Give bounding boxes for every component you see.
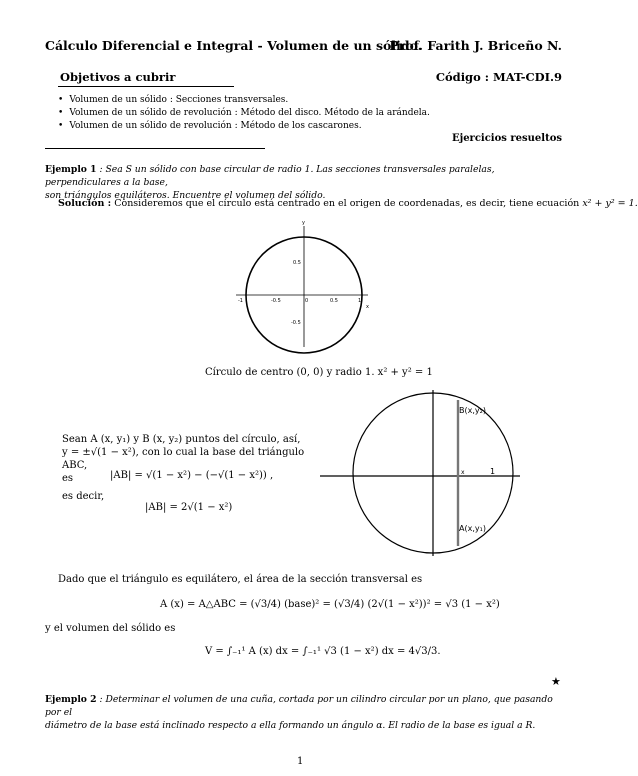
page-number: 1 xyxy=(297,756,304,767)
course-code: Código : MAT-CDI.9 xyxy=(435,70,562,84)
volume-intro-text: y el volumen del sólido es xyxy=(45,623,176,634)
objective-item: • Volumen de un sólido de revolución : Método del disco. Método de la arándela. xyxy=(58,107,430,120)
circle-equation: x² + y² = 1. xyxy=(582,198,638,209)
tick-label: -0.5 xyxy=(271,298,281,304)
ab-length-equation: |AB| = √(1 − x²) − (−√(1 − x²)) , xyxy=(110,470,274,481)
end-of-example-star: ★ xyxy=(551,675,561,688)
objectives-list xyxy=(58,94,430,133)
example1-statement: Ejemplo 1 : Sea S un sólido con base circular de radio 1. Las secciones transversales paralelas, perpendiculares a la base, son triángulos equiláteros. Encuentre el volumen del sólido. xyxy=(45,164,495,201)
radius-label: 1 xyxy=(490,467,496,476)
unit-circle-figure xyxy=(228,212,378,352)
area-equation: A (x) = A△ABC = (√3/4) (base)² = (√3/4) (2√(1 − x²))² = √3 (1 − x²) xyxy=(160,599,500,610)
point-a-label: A(x,y₁) xyxy=(459,524,486,533)
objectives-heading: Objetivos a cubrir xyxy=(60,70,176,84)
tick-label: -0.5 xyxy=(291,320,301,326)
section-divider xyxy=(45,148,265,149)
document-title: Cálculo Diferencial e Integral - Volumen de un sólido. xyxy=(45,38,423,53)
author-name: Prof. Farith J. Briceño N. xyxy=(389,38,562,53)
objectives-underline xyxy=(58,86,234,87)
point-b-label: B(x,y₂) xyxy=(459,406,486,415)
example2-label: Ejemplo 2 xyxy=(45,694,97,705)
volume-equation: V = ∫₋₁¹ A (x) dx = ∫₋₁¹ √3 (1 − x²) dx = 4√3/3. xyxy=(205,646,441,657)
tick-label: -1 xyxy=(238,298,243,304)
ab-length-simplified: |AB| = 2√(1 − x²) xyxy=(145,502,233,513)
solved-exercises-label: Ejercicios resueltos xyxy=(451,133,562,144)
tick-label: 0 xyxy=(305,298,309,304)
points-paragraph: Sean A (x, y₁) y B (x, y₂) puntos del círculo, así, y = ±√(1 − x²), con lo cual la base del triángulo ABC, es xyxy=(62,434,305,484)
axis-label-y: y xyxy=(302,220,305,226)
tick-label: 1 xyxy=(358,298,362,304)
solution-label: Solución : xyxy=(58,198,112,209)
x-marker-label: x xyxy=(461,469,465,476)
objective-item: • Volumen de un sólido : Secciones transversales. xyxy=(58,94,430,107)
tick-label: 0.5 xyxy=(330,298,338,304)
axis-label-x: x xyxy=(366,304,369,310)
tick-label: 0.5 xyxy=(293,260,301,266)
es-decir-text: es decir, xyxy=(62,491,105,502)
chord-figure xyxy=(320,390,530,560)
figure1-caption: Círculo de centro (0, 0) y radio 1. x² + y² = 1 xyxy=(205,367,433,378)
example2-statement: Ejemplo 2 : Determinar el volumen de una cuña, cortada por un cilindro circular por un plano, que pasando por el diámetro de la base está inclinado respecto a ella formando un ángulo α. El radio de la base es igual a R. xyxy=(45,694,553,731)
objective-item: • Volumen de un sólido de revolución : Método de los cascarones. xyxy=(58,120,430,133)
example1-solution: Solución : Consideremos que el círculo está centrado en el origen de coordenadas, es decir, tiene ecuación x² + y² = 1. xyxy=(58,198,638,209)
example1-label: Ejemplo 1 xyxy=(45,164,97,175)
area-intro-text: Dado que el triángulo es equilátero, el área de la sección transversal es xyxy=(58,574,423,585)
